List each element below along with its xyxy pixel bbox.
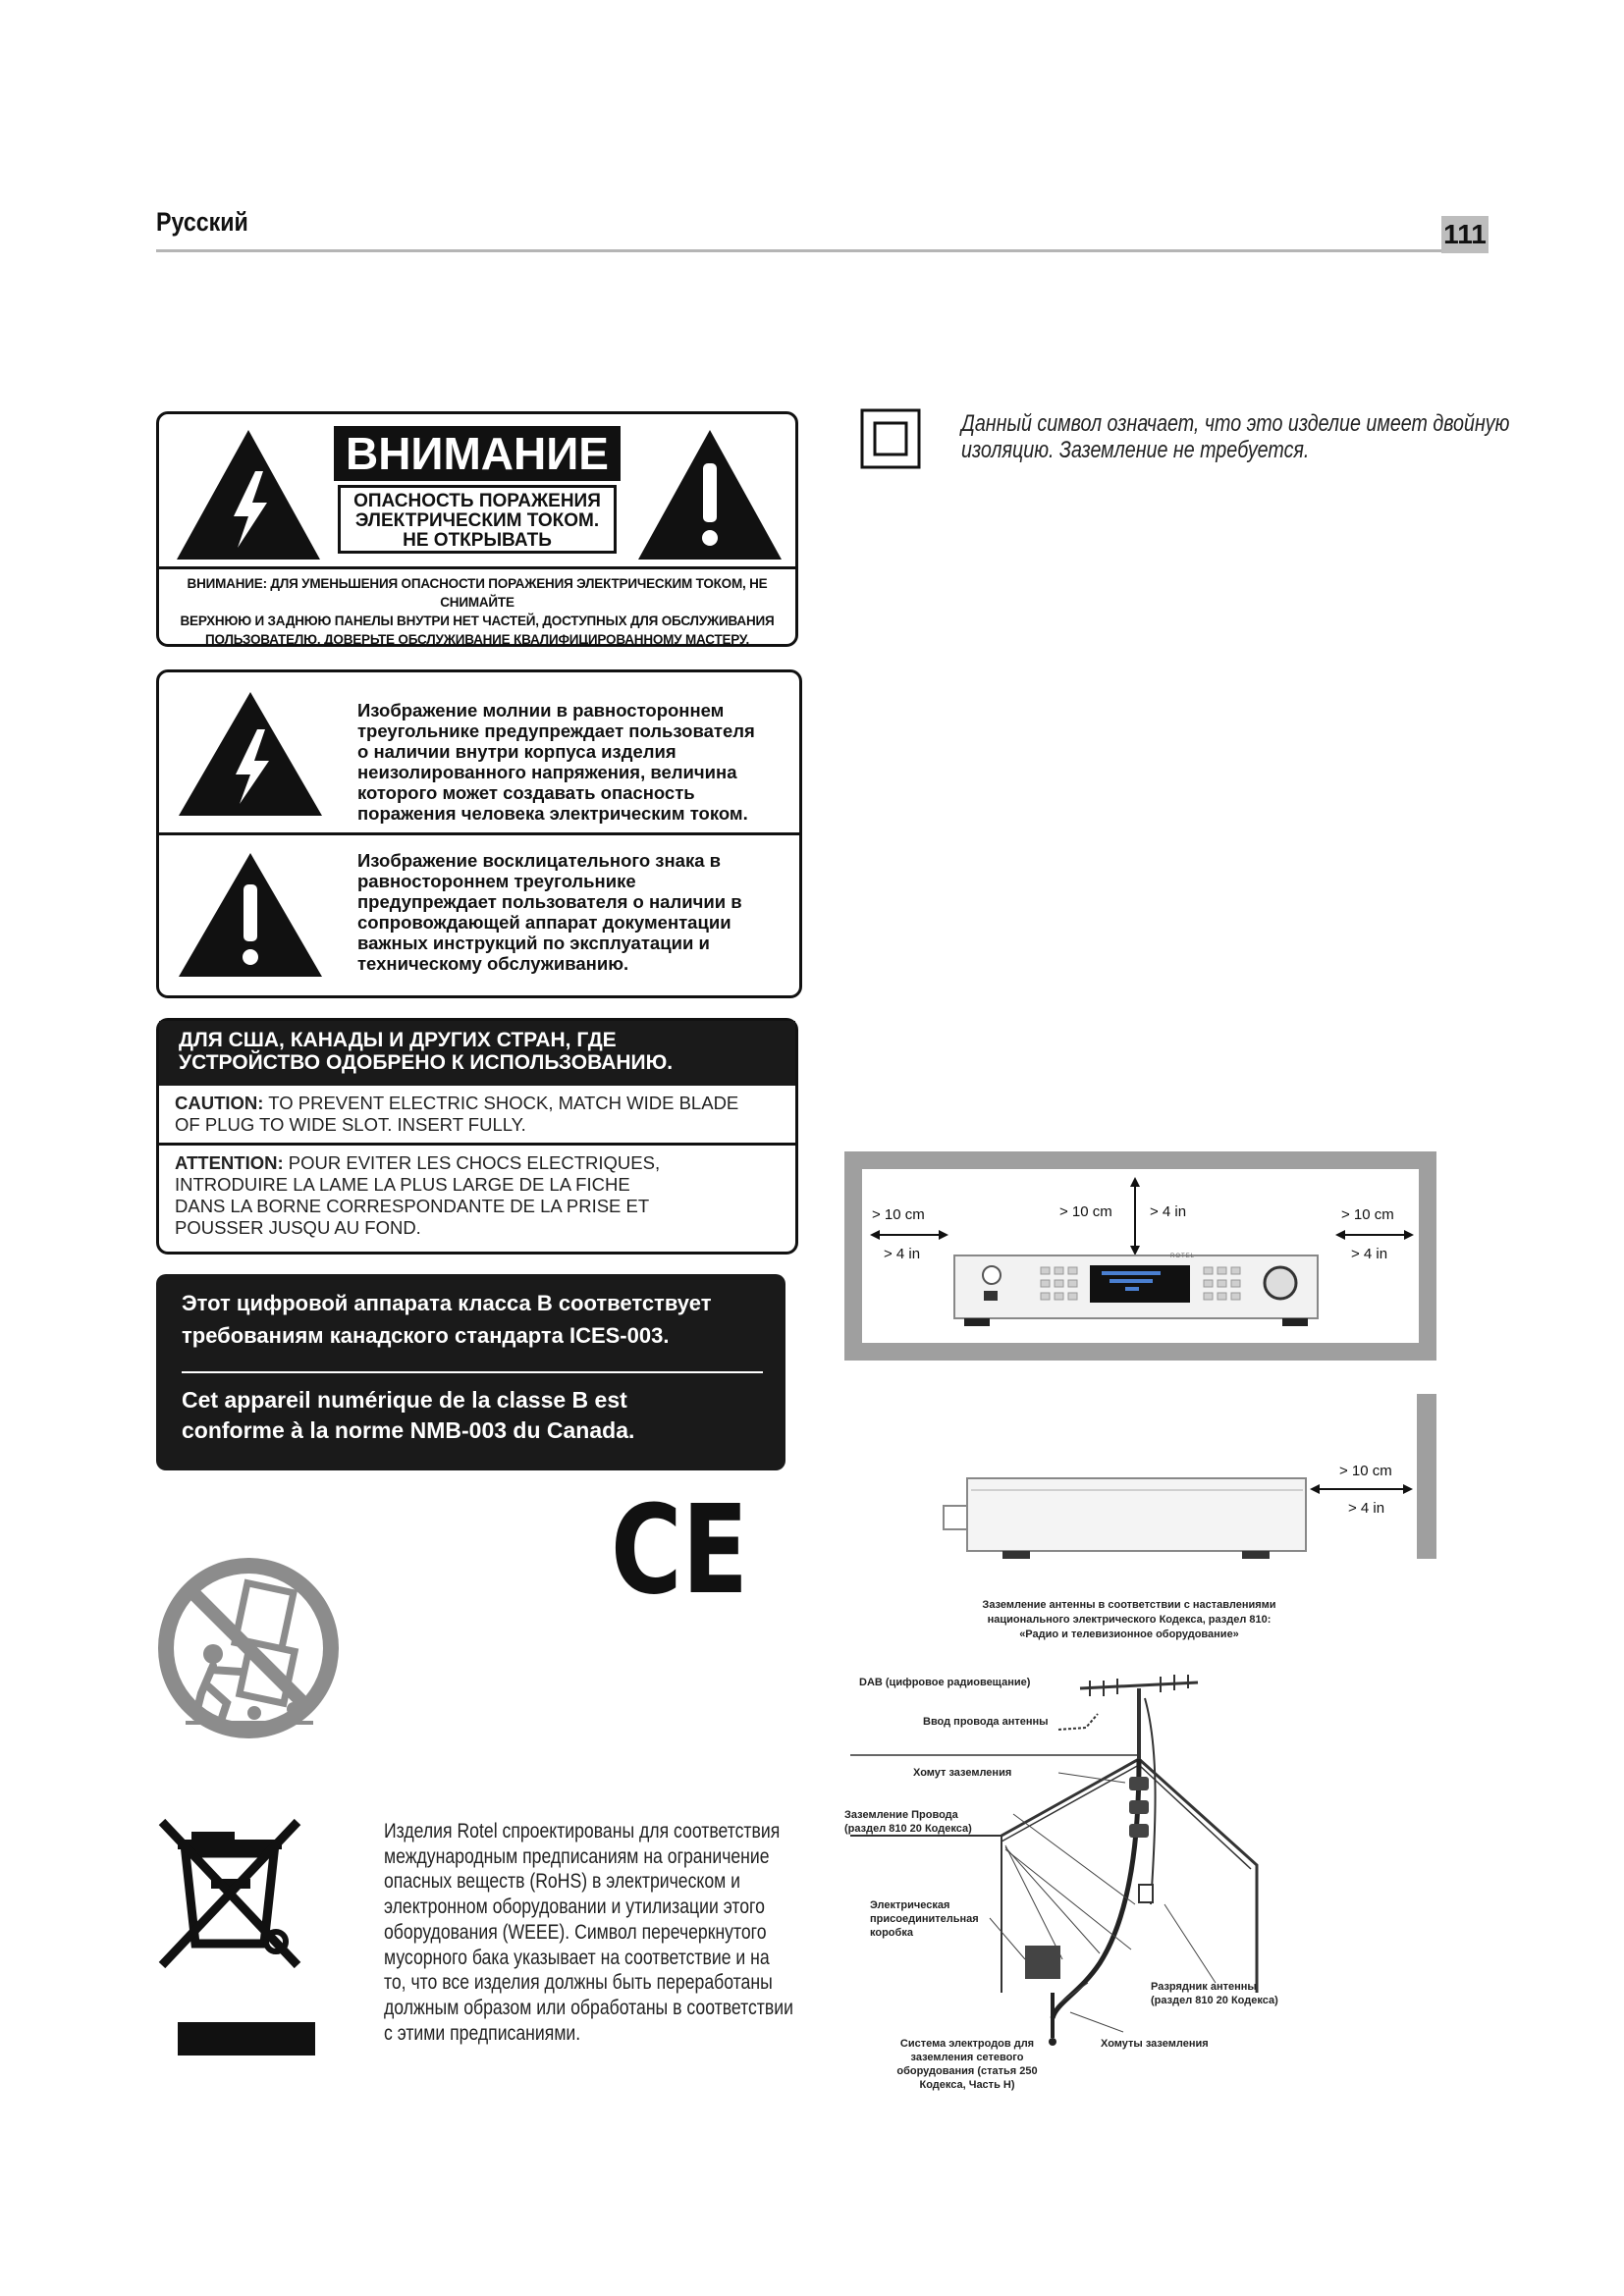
insulation-line: Данный символ означает, что это изделие имеет двойную xyxy=(961,410,1510,437)
exclamation-description xyxy=(357,850,789,974)
rohs-line: мусорного бака указывает на соответствие и на xyxy=(384,1945,770,1969)
rohs-line: опасных веществ (RoHS) в электрическом и xyxy=(384,1869,740,1894)
rohs-line: международным предписаниям на ограничение xyxy=(384,1843,770,1868)
weee-crossed-bin-icon xyxy=(156,1818,303,1983)
page-number: 111 xyxy=(1441,216,1489,253)
usa-heading-line: УСТРОЙСТВО ОДОБРЕНО К ИСПОЛЬЗОВАНИЮ. xyxy=(179,1051,674,1074)
exclamation-symbol-icon xyxy=(177,849,324,981)
discharge-line: (раздел 810 20 Кодекса) xyxy=(1151,1995,1278,2006)
ices-divider xyxy=(182,1371,763,1373)
ices-french xyxy=(182,1385,771,1446)
rohs-line: то, что все изделия должны быть переработаны xyxy=(384,1970,773,1995)
exclamation-warning-icon xyxy=(636,426,784,563)
desc-line: предупреждает пользователя о наличии в xyxy=(357,891,742,912)
side-arrow-icon xyxy=(1310,1482,1413,1496)
antenna-grounding-illustration xyxy=(844,1669,1335,2101)
caution-line: ВЕРХНЮЮ И ЗАДНЮЮ ПАНЕЛЫ ВНУТРИ НЕТ ЧАСТЕЙ, ДОСТУПНЫХ ДЛЯ ОБСЛУЖИВАНИЯ xyxy=(180,614,775,628)
side-clearance-wall xyxy=(1417,1394,1436,1559)
symbols-box xyxy=(156,669,802,998)
attention-label: ATTENTION: xyxy=(175,1152,284,1173)
double-insulation-icon xyxy=(860,408,921,469)
brand-label: ROTEL xyxy=(1170,1254,1196,1259)
warning-divider xyxy=(159,566,795,569)
ground-wire-line: (раздел 810 20 Кодекса) xyxy=(844,1823,972,1835)
weee-black-bar xyxy=(178,2022,315,2056)
caution-text: OF PLUG TO WIDE SLOT. INSERT FULLY. xyxy=(175,1114,526,1135)
side-clearance-cm: > 10 cm xyxy=(1339,1463,1392,1479)
service-box-line: коробка xyxy=(870,1927,913,1939)
service-box-line: Электрическая xyxy=(870,1899,950,1911)
rohs-weee-text xyxy=(384,1819,793,2046)
symbols-divider xyxy=(159,832,799,835)
warning-subtitle-line: ЭЛЕКТРИЧЕСКИМ ТОКОМ. xyxy=(354,510,600,531)
rohs-line: оборудования (WEEE). Символ перечеркнутого xyxy=(384,1919,767,1944)
no-cart-tipover-icon xyxy=(156,1556,341,1740)
warning-caution-text xyxy=(167,574,787,649)
lightning-warning-icon xyxy=(175,426,322,563)
desc-line: техническому обслуживанию. xyxy=(357,953,629,974)
desc-line: Изображение молнии в равностороннем xyxy=(357,700,725,721)
insulation-line: изоляцию. Заземление не требуется. xyxy=(961,437,1310,463)
double-insulation-text xyxy=(961,410,1509,463)
usa-divider xyxy=(159,1143,795,1146)
side-clearance-in: > 4 in xyxy=(1348,1500,1385,1517)
desc-line: равностороннем треугольнике xyxy=(357,871,636,891)
lead-in-label: Ввод провода антенны xyxy=(923,1716,1049,1728)
ices-russian xyxy=(182,1287,771,1352)
ices-003-box xyxy=(156,1274,785,1470)
left-clearance-cm: > 10 cm xyxy=(872,1206,925,1223)
header-divider xyxy=(156,249,1488,252)
lightning-symbol-icon xyxy=(177,688,324,820)
rohs-line: электронном оборудовании и утилизации этого xyxy=(384,1895,765,1919)
left-arrow-icon xyxy=(870,1228,948,1242)
discharge-line: Разрядник антенны xyxy=(1151,1981,1257,1993)
desc-line: которого может создавать опасность xyxy=(357,782,695,803)
ce-mark-text: CE xyxy=(611,1479,748,1622)
rohs-line: Изделия Rotel спроектированы для соответствия xyxy=(384,1819,781,1842)
electrode-line: Кодекса, Часть Н) xyxy=(919,2079,1015,2091)
ground-wire-label xyxy=(844,1808,972,1836)
right-clearance-in: > 4 in xyxy=(1351,1246,1388,1262)
left-clearance-in: > 4 in xyxy=(884,1246,921,1262)
antenna-title xyxy=(884,1598,1375,1642)
ices-line: Этот цифровой аппарата класса В соответствует xyxy=(182,1291,712,1315)
warning-subtitle xyxy=(338,485,617,554)
desc-line: неизолированного напряжения, величина xyxy=(357,762,737,782)
ground-wire-line: Заземление Провода xyxy=(844,1809,958,1821)
electrode-line: заземления сетевого xyxy=(910,2052,1024,2063)
dab-label: DAB (цифровое радиовещание) xyxy=(859,1677,1031,1688)
rohs-line: должным образом или обработаны в соответствии xyxy=(384,1995,793,2019)
attention-text: POUSSER JUSQU AU FOND. xyxy=(175,1217,421,1238)
caution-en xyxy=(175,1093,793,1136)
right-arrow-icon xyxy=(1335,1228,1414,1242)
usa-heading xyxy=(159,1021,795,1086)
desc-line: важных инструкций по эксплуатации и xyxy=(357,933,710,953)
antenna-title-line: национального электрического Кодекса, раздел 810: xyxy=(987,1614,1272,1626)
service-box-line: присоединительная xyxy=(870,1913,979,1925)
desc-line: поражения человека электрическим током. xyxy=(357,803,748,824)
desc-line: о наличии внутри корпуса изделия xyxy=(357,741,677,762)
rohs-line: с этими предписаниями. xyxy=(384,2020,581,2045)
ground-clamps-label: Хомуты заземления xyxy=(1101,2038,1209,2050)
service-box-label xyxy=(870,1898,979,1940)
caution-line: ПОЛЬЗОВАТЕЛЮ. ДОВЕРЬТЕ ОБСЛУЖИВАНИЕ КВАЛИФИЦИРОВАННОМУ МАСТЕРУ. xyxy=(204,632,749,647)
caution-text: TO PREVENT ELECTRIC SHOCK, MATCH WIDE BLADE xyxy=(263,1093,739,1113)
ce-mark-icon xyxy=(607,1479,752,1622)
warning-title: ВНИМАНИЕ xyxy=(334,426,621,481)
warning-subtitle-line: ОПАСНОСТЬ ПОРАЖЕНИЯ xyxy=(353,491,601,511)
usa-canada-box xyxy=(156,1018,798,1255)
electrode-line: оборудования (статья 250 xyxy=(896,2065,1038,2077)
right-clearance-cm: > 10 cm xyxy=(1341,1206,1394,1223)
ground-clamp-label: Хомут заземления xyxy=(913,1767,1012,1779)
tuner-side-view-icon xyxy=(938,1468,1321,1567)
usa-heading-line: ДЛЯ США, КАНАДЫ И ДРУГИХ СТРАН, ГДЕ xyxy=(179,1029,617,1051)
top-clearance-in: > 4 in xyxy=(1150,1203,1187,1220)
desc-line: Изображение восклицательного знака в xyxy=(357,850,722,871)
discharge-unit-label xyxy=(1151,1980,1278,2007)
desc-line: треугольнике предупреждает пользователя xyxy=(357,721,755,741)
caution-line: ВНИМАНИЕ: ДЛЯ УМЕНЬШЕНИЯ ОПАСНОСТИ ПОРАЖЕНИЯ ЭЛЕКТРИЧЕСКИМ ТОКОМ, НЕ СНИМАЙТЕ xyxy=(187,576,768,610)
electrode-label xyxy=(864,2037,1070,2092)
ices-line: conforme à la norme NMB-003 du Canada. xyxy=(182,1417,635,1443)
antenna-title-line: Заземление антенны в соответствии с наставлениями xyxy=(982,1599,1276,1611)
ices-line: требованиям канадского стандарта ICES-003. xyxy=(182,1323,670,1348)
ices-line: Cet appareil numérique de la classe B est xyxy=(182,1387,627,1413)
tuner-front-panel-icon xyxy=(952,1254,1320,1332)
top-clearance-cm: > 10 cm xyxy=(1059,1203,1112,1220)
attention-fr xyxy=(175,1152,793,1239)
warning-box xyxy=(156,411,798,647)
attention-text: POUR EVITER LES CHOCS ELECTRIQUES, xyxy=(283,1152,661,1173)
desc-line: сопровождающей аппарат документации xyxy=(357,912,731,933)
lightning-description xyxy=(357,700,789,824)
top-arrow-icon xyxy=(1128,1177,1142,1255)
language-label: Русский xyxy=(156,207,248,237)
attention-text: INTRODUIRE LA LAME LA PLUS LARGE DE LA FICHE xyxy=(175,1174,630,1195)
clearance-front-diagram xyxy=(844,1151,1436,1361)
caution-label: CAUTION: xyxy=(175,1093,264,1113)
attention-text: DANS LA BORNE CORRESPONDANTE DE LA PRISE ET xyxy=(175,1196,650,1216)
electrode-line: Система электродов для xyxy=(899,2038,1035,2050)
warning-subtitle-line: НЕ ОТКРЫВАТЬ xyxy=(403,530,552,551)
antenna-title-line: «Радио и телевизионное оборудование» xyxy=(1019,1629,1239,1640)
